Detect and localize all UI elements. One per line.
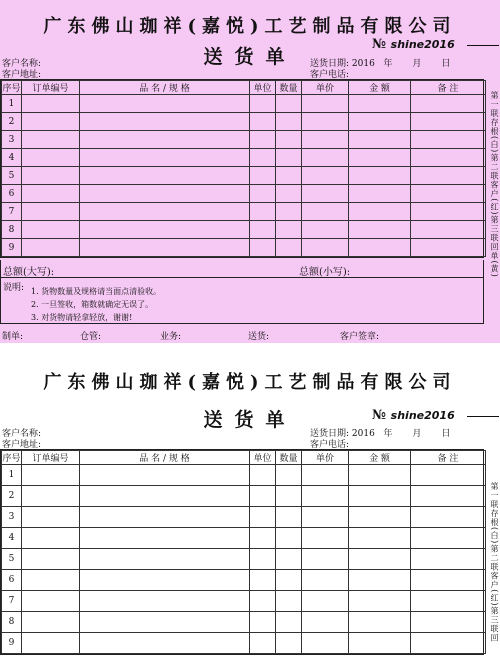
serial-number-value: shine2016	[390, 409, 455, 422]
amount-cell[interactable]	[349, 167, 411, 185]
remarks-cell[interactable]	[411, 167, 486, 185]
unit-cell[interactable]	[250, 570, 276, 591]
serial-number	[372, 37, 499, 52]
unit-price-cell[interactable]	[302, 528, 349, 549]
unit-cell[interactable]	[250, 167, 276, 185]
customer-address-label: 客户地址:	[2, 440, 42, 450]
quantity-cell[interactable]	[276, 465, 302, 486]
remarks-cell[interactable]	[411, 549, 486, 570]
remarks-cell[interactable]	[411, 221, 486, 239]
table-row	[2, 113, 486, 131]
order-no-cell[interactable]	[22, 528, 80, 549]
row-number: 6	[2, 570, 22, 591]
unit-price-cell[interactable]	[302, 612, 349, 633]
product-cell[interactable]	[80, 528, 250, 549]
remarks-cell[interactable]	[411, 149, 486, 167]
col-header-amount: 金 额	[349, 451, 411, 465]
amount-cell[interactable]	[349, 185, 411, 203]
product-cell[interactable]	[80, 131, 250, 149]
remarks-cell[interactable]	[411, 570, 486, 591]
copy-distribution-note: 第一联存根(白)第二联客户(红)第三联回	[490, 481, 499, 643]
remarks-cell[interactable]	[411, 239, 486, 257]
amount-cell[interactable]	[349, 612, 411, 633]
amount-cell[interactable]	[349, 570, 411, 591]
remarks-cell[interactable]	[411, 633, 486, 654]
unit-cell[interactable]	[250, 131, 276, 149]
unit-price-cell[interactable]	[302, 570, 349, 591]
col-header-product: 品 名 / 规 格	[80, 451, 250, 465]
order-no-cell[interactable]	[22, 95, 80, 113]
table-row	[2, 507, 486, 528]
table-row	[2, 239, 486, 257]
product-cell[interactable]	[80, 486, 250, 507]
remarks-cell[interactable]	[411, 465, 486, 486]
total-numeric-label: 总额(小写):	[299, 267, 351, 278]
quantity-cell[interactable]	[276, 486, 302, 507]
total-uppercase-label: 总额(大写):	[3, 267, 55, 278]
remarks-cell[interactable]	[411, 185, 486, 203]
unit-price-cell[interactable]	[302, 465, 349, 486]
col-header-index: 序号	[2, 451, 22, 465]
maker-label: 制单:	[2, 332, 24, 342]
quantity-cell[interactable]	[276, 612, 302, 633]
order-no-cell[interactable]	[22, 239, 80, 257]
order-no-cell[interactable]	[22, 591, 80, 612]
remarks-cell[interactable]	[411, 95, 486, 113]
amount-cell[interactable]	[349, 221, 411, 239]
amount-cell[interactable]	[349, 149, 411, 167]
unit-cell[interactable]	[250, 113, 276, 131]
unit-cell[interactable]	[250, 486, 276, 507]
col-header-order-no: 订单编号	[22, 81, 80, 95]
unit-price-cell[interactable]	[302, 149, 349, 167]
order-no-cell[interactable]	[22, 549, 80, 570]
quantity-cell[interactable]	[276, 633, 302, 654]
order-no-cell[interactable]	[22, 185, 80, 203]
product-cell[interactable]	[80, 113, 250, 131]
product-cell[interactable]	[80, 185, 250, 203]
unit-cell[interactable]	[250, 612, 276, 633]
col-header-remarks: 备 注	[411, 81, 486, 95]
company-name: 广东佛山珈祥(嘉悦)工艺制品有限公司	[43, 16, 457, 37]
table-row	[2, 185, 486, 203]
row-number: 2	[2, 113, 22, 131]
salesman-label: 业务:	[160, 332, 182, 342]
amount-cell[interactable]	[349, 507, 411, 528]
quantity-cell[interactable]	[276, 528, 302, 549]
remarks-cell[interactable]	[411, 591, 486, 612]
customer-phone-label: 客户电话:	[310, 440, 350, 450]
product-cell[interactable]	[80, 465, 250, 486]
table-header-row	[2, 81, 486, 95]
product-cell[interactable]	[80, 221, 250, 239]
amount-cell[interactable]	[349, 486, 411, 507]
customer-address-label: 客户地址:	[2, 70, 42, 80]
quantity-cell[interactable]	[276, 149, 302, 167]
remarks-cell[interactable]	[411, 612, 486, 633]
table-row	[2, 465, 486, 486]
unit-price-cell[interactable]	[302, 507, 349, 528]
amount-cell[interactable]	[349, 131, 411, 149]
company-name: 广东佛山珈祥(嘉悦)工艺制品有限公司	[43, 372, 457, 393]
col-header-product: 品 名 / 规 格	[80, 81, 250, 95]
remarks-cell[interactable]	[411, 507, 486, 528]
order-no-cell[interactable]	[22, 465, 80, 486]
table-row	[2, 221, 486, 239]
totals-row	[0, 260, 484, 278]
amount-cell[interactable]	[349, 465, 411, 486]
number-symbol: №	[372, 408, 387, 423]
unit-price-cell[interactable]	[302, 486, 349, 507]
order-no-cell[interactable]	[22, 570, 80, 591]
order-no-cell[interactable]	[22, 113, 80, 131]
customer-name-label: 客户名称:	[2, 429, 42, 439]
quantity-cell[interactable]	[276, 95, 302, 113]
order-no-cell[interactable]	[22, 167, 80, 185]
product-cell[interactable]	[80, 612, 250, 633]
unit-price-cell[interactable]	[302, 131, 349, 149]
table-row	[2, 95, 486, 113]
items-table	[1, 450, 486, 654]
unit-price-cell[interactable]	[302, 185, 349, 203]
product-cell[interactable]	[80, 591, 250, 612]
remarks-cell[interactable]	[411, 131, 486, 149]
document-title: 送货单	[203, 46, 297, 68]
order-no-cell[interactable]	[22, 486, 80, 507]
quantity-cell[interactable]	[276, 221, 302, 239]
table-row	[2, 591, 486, 612]
col-header-quantity: 数量	[276, 451, 302, 465]
warehouse-label: 仓管:	[80, 332, 102, 342]
col-header-unit-price: 单价	[302, 451, 349, 465]
product-cell[interactable]	[80, 167, 250, 185]
remarks-cell[interactable]	[411, 113, 486, 131]
order-no-cell[interactable]	[22, 221, 80, 239]
row-number: 7	[2, 591, 22, 612]
remarks-cell[interactable]	[411, 528, 486, 549]
amount-cell[interactable]	[349, 633, 411, 654]
unit-cell[interactable]	[250, 203, 276, 221]
serial-number-value: shine2016	[390, 38, 455, 51]
quantity-cell[interactable]	[276, 549, 302, 570]
delivery-date-label: 送货日期: 2016 年 月 日	[310, 59, 451, 69]
amount-cell[interactable]	[349, 113, 411, 131]
customer-sign-label: 客户签章:	[340, 332, 380, 342]
note-line-1: 1. 货物数量及规格请当面点清验收。	[31, 287, 162, 296]
unit-price-cell[interactable]	[302, 239, 349, 257]
unit-price-cell[interactable]	[302, 591, 349, 612]
product-cell[interactable]	[80, 239, 250, 257]
col-header-unit-price: 单价	[302, 81, 349, 95]
order-no-cell[interactable]	[22, 149, 80, 167]
notes-label: 说明:	[3, 283, 25, 293]
col-header-order-no: 订单编号	[22, 451, 80, 465]
table-row	[2, 528, 486, 549]
note-line-2: 2. 一旦签收，箱数就确定无误了。	[31, 300, 154, 309]
row-number: 4	[2, 528, 22, 549]
delivery-date-label: 送货日期: 2016 年 月 日	[310, 429, 451, 439]
amount-cell[interactable]	[349, 239, 411, 257]
unit-cell[interactable]	[250, 239, 276, 257]
table-row	[2, 570, 486, 591]
row-number: 7	[2, 203, 22, 221]
quantity-cell[interactable]	[276, 185, 302, 203]
delivery-form-2	[0, 350, 500, 656]
table-row	[2, 486, 486, 507]
col-header-unit: 单位	[250, 451, 276, 465]
quantity-cell[interactable]	[276, 239, 302, 257]
remarks-cell[interactable]	[411, 203, 486, 221]
table-row	[2, 633, 486, 654]
row-number: 9	[2, 633, 22, 654]
copy-distribution-note: 第一联存根(白)第二联客户(红)第三联回单(黄)	[490, 90, 499, 278]
row-number: 3	[2, 131, 22, 149]
serial-number-line	[467, 45, 499, 46]
unit-cell[interactable]	[250, 528, 276, 549]
amount-cell[interactable]	[349, 591, 411, 612]
order-no-cell[interactable]	[22, 633, 80, 654]
col-header-amount: 金 额	[349, 81, 411, 95]
unit-cell[interactable]	[250, 221, 276, 239]
row-number: 6	[2, 185, 22, 203]
product-cell[interactable]	[80, 507, 250, 528]
order-no-cell[interactable]	[22, 131, 80, 149]
number-symbol: №	[372, 37, 387, 52]
quantity-cell[interactable]	[276, 113, 302, 131]
quantity-cell[interactable]	[276, 507, 302, 528]
row-number: 2	[2, 486, 22, 507]
amount-cell[interactable]	[349, 95, 411, 113]
col-header-unit: 单位	[250, 81, 276, 95]
quantity-cell[interactable]	[276, 131, 302, 149]
table-row	[2, 612, 486, 633]
table-row	[2, 131, 486, 149]
serial-number-line	[467, 416, 499, 417]
table-row	[2, 203, 486, 221]
unit-price-cell[interactable]	[302, 221, 349, 239]
quantity-cell[interactable]	[276, 167, 302, 185]
amount-cell[interactable]	[349, 203, 411, 221]
unit-cell[interactable]	[250, 465, 276, 486]
row-number: 5	[2, 549, 22, 570]
row-number: 8	[2, 221, 22, 239]
table-row	[2, 149, 486, 167]
col-header-remarks: 备 注	[411, 451, 486, 465]
remarks-cell[interactable]	[411, 486, 486, 507]
product-cell[interactable]	[80, 203, 250, 221]
items-table-frame	[0, 79, 484, 258]
customer-phone-label: 客户电话:	[310, 70, 350, 80]
notes-section	[0, 278, 484, 324]
unit-cell[interactable]	[250, 185, 276, 203]
customer-name-label: 客户名称:	[2, 59, 42, 69]
amount-cell[interactable]	[349, 549, 411, 570]
unit-price-cell[interactable]	[302, 633, 349, 654]
amount-cell[interactable]	[349, 528, 411, 549]
unit-cell[interactable]	[250, 507, 276, 528]
order-no-cell[interactable]	[22, 507, 80, 528]
quantity-cell[interactable]	[276, 203, 302, 221]
table-header-row	[2, 451, 486, 465]
product-cell[interactable]	[80, 549, 250, 570]
row-number: 3	[2, 507, 22, 528]
items-table-frame	[0, 449, 484, 655]
table-row	[2, 167, 486, 185]
product-cell[interactable]	[80, 570, 250, 591]
unit-price-cell[interactable]	[302, 113, 349, 131]
row-number: 1	[2, 95, 22, 113]
product-cell[interactable]	[80, 95, 250, 113]
order-no-cell[interactable]	[22, 612, 80, 633]
quantity-cell[interactable]	[276, 570, 302, 591]
serial-number	[372, 408, 499, 423]
row-number: 5	[2, 167, 22, 185]
unit-cell[interactable]	[250, 149, 276, 167]
table-row	[2, 549, 486, 570]
col-header-index: 序号	[2, 81, 22, 95]
row-number: 4	[2, 149, 22, 167]
product-cell[interactable]	[80, 149, 250, 167]
unit-cell[interactable]	[250, 549, 276, 570]
row-number: 9	[2, 239, 22, 257]
unit-cell[interactable]	[250, 95, 276, 113]
unit-cell[interactable]	[250, 633, 276, 654]
product-cell[interactable]	[80, 633, 250, 654]
order-no-cell[interactable]	[22, 203, 80, 221]
unit-cell[interactable]	[250, 591, 276, 612]
unit-price-cell[interactable]	[302, 95, 349, 113]
unit-price-cell[interactable]	[302, 167, 349, 185]
row-number: 1	[2, 465, 22, 486]
col-header-quantity: 数量	[276, 81, 302, 95]
document-title: 送货单	[203, 409, 297, 431]
unit-price-cell[interactable]	[302, 203, 349, 221]
note-line-3: 3. 对货物请轻拿轻放，谢谢!	[31, 313, 133, 322]
items-table	[1, 80, 486, 257]
deliverer-label: 送货:	[248, 332, 270, 342]
row-number: 8	[2, 612, 22, 633]
quantity-cell[interactable]	[276, 591, 302, 612]
unit-price-cell[interactable]	[302, 549, 349, 570]
